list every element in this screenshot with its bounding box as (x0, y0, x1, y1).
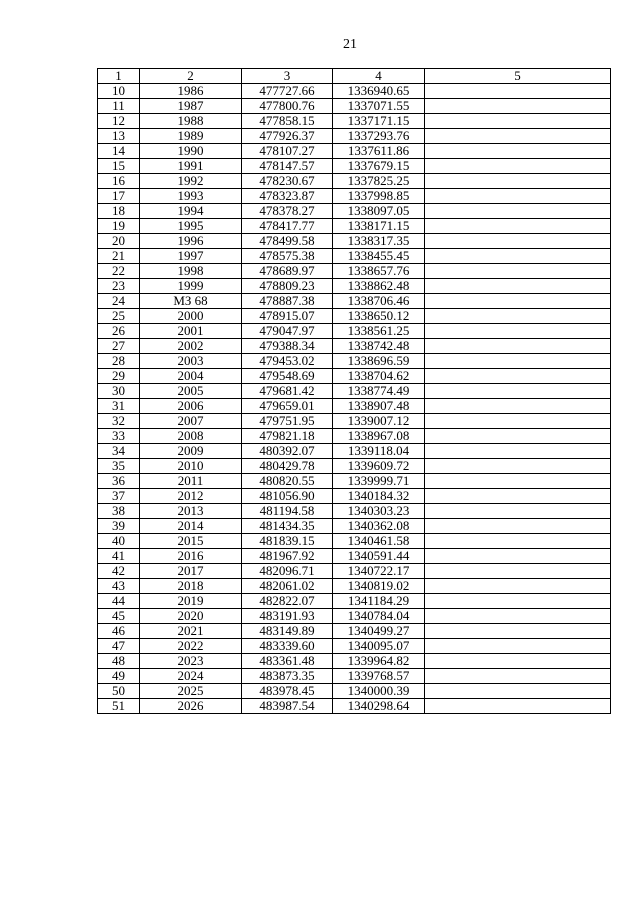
table-cell-col-3: 481434.35 (242, 519, 333, 534)
table-row (98, 129, 611, 144)
table-cell-col-2: 2011 (140, 474, 242, 489)
table-cell-col-2: 2009 (140, 444, 242, 459)
table-cell-col-5 (425, 264, 611, 279)
table-cell-col-2: 1992 (140, 174, 242, 189)
table-cell-col-1: 14 (98, 144, 140, 159)
table-cell-col-1: 44 (98, 594, 140, 609)
table-cell-col-2: 2004 (140, 369, 242, 384)
table-cell-col-5 (425, 384, 611, 399)
table-cell-col-2: 2005 (140, 384, 242, 399)
table-cell-col-5 (425, 99, 611, 114)
table-cell-col-1: 47 (98, 639, 140, 654)
table-row (98, 474, 611, 489)
table-cell-col-4: 1340303.23 (333, 504, 425, 519)
table-row (98, 429, 611, 444)
table-cell-col-5 (425, 519, 611, 534)
table-cell-col-3: 479659.01 (242, 399, 333, 414)
table-cell-col-3: 477858.15 (242, 114, 333, 129)
table-cell-col-1: 17 (98, 189, 140, 204)
table-cell-col-3: 481194.58 (242, 504, 333, 519)
table-cell-col-3: 479388.34 (242, 339, 333, 354)
table-cell-col-4: 1338097.05 (333, 204, 425, 219)
table-cell-col-2: 2014 (140, 519, 242, 534)
table-cell-col-2: МЗ 68 (140, 294, 242, 309)
table-row (98, 339, 611, 354)
table-cell-col-3: 478147.57 (242, 159, 333, 174)
table-cell-col-2: 2018 (140, 579, 242, 594)
table-cell-col-5 (425, 189, 611, 204)
table-cell-col-3: 479821.18 (242, 429, 333, 444)
table-cell-col-1: 20 (98, 234, 140, 249)
table-cell-col-4: 1340000.39 (333, 684, 425, 699)
table-row (98, 279, 611, 294)
table-cell-col-4: 1340819.02 (333, 579, 425, 594)
table-cell-col-2: 1994 (140, 204, 242, 219)
table-cell-col-1: 22 (98, 264, 140, 279)
table-cell-col-5 (425, 624, 611, 639)
table-cell-col-1: 35 (98, 459, 140, 474)
table-cell-col-4: 1338171.15 (333, 219, 425, 234)
table-cell-col-4: 1338696.59 (333, 354, 425, 369)
table-row (98, 234, 611, 249)
table-cell-col-1: 15 (98, 159, 140, 174)
table-cell-col-3: 479047.97 (242, 324, 333, 339)
table-cell-col-4: 1338650.12 (333, 309, 425, 324)
column-header-5: 5 (425, 69, 611, 84)
table-row (98, 639, 611, 654)
table-cell-col-1: 31 (98, 399, 140, 414)
table-cell-col-1: 46 (98, 624, 140, 639)
table-cell-col-5 (425, 579, 611, 594)
column-header-4: 4 (333, 69, 425, 84)
table-cell-col-1: 25 (98, 309, 140, 324)
table-cell-col-4: 1339999.71 (333, 474, 425, 489)
table-cell-col-4: 1338862.48 (333, 279, 425, 294)
table-cell-col-4: 1340184.32 (333, 489, 425, 504)
table-row (98, 384, 611, 399)
table-cell-col-3: 483339.60 (242, 639, 333, 654)
table-cell-col-4: 1337293.76 (333, 129, 425, 144)
table-row (98, 249, 611, 264)
table-cell-col-2: 2017 (140, 564, 242, 579)
table-row (98, 489, 611, 504)
table-cell-col-3: 483361.48 (242, 654, 333, 669)
table-cell-col-2: 2021 (140, 624, 242, 639)
table-cell-col-2: 2024 (140, 669, 242, 684)
table-cell-col-2: 1987 (140, 99, 242, 114)
table-cell-col-1: 41 (98, 549, 140, 564)
table-cell-col-2: 1991 (140, 159, 242, 174)
table-cell-col-5 (425, 549, 611, 564)
table-cell-col-4: 1337998.85 (333, 189, 425, 204)
table-cell-col-3: 481056.90 (242, 489, 333, 504)
table-cell-col-3: 478378.27 (242, 204, 333, 219)
table-cell-col-5 (425, 204, 611, 219)
table-row (98, 654, 611, 669)
table-row (98, 354, 611, 369)
table-cell-col-4: 1340722.17 (333, 564, 425, 579)
table-cell-col-1: 13 (98, 129, 140, 144)
column-header-3: 3 (242, 69, 333, 84)
table-cell-col-4: 1341184.29 (333, 594, 425, 609)
table-row (98, 144, 611, 159)
table-cell-col-5 (425, 654, 611, 669)
table-cell-col-5 (425, 159, 611, 174)
table-cell-col-2: 2008 (140, 429, 242, 444)
table-cell-col-4: 1339007.12 (333, 414, 425, 429)
table-cell-col-3: 483978.45 (242, 684, 333, 699)
table-cell-col-4: 1338742.48 (333, 339, 425, 354)
table-cell-col-4: 1337071.55 (333, 99, 425, 114)
table-row (98, 264, 611, 279)
table-cell-col-4: 1338317.35 (333, 234, 425, 249)
table-cell-col-1: 23 (98, 279, 140, 294)
table-cell-col-2: 1990 (140, 144, 242, 159)
table-cell-col-3: 483149.89 (242, 624, 333, 639)
table-cell-col-5 (425, 339, 611, 354)
table-row (98, 204, 611, 219)
table-row (98, 684, 611, 699)
table-cell-col-4: 1336940.65 (333, 84, 425, 99)
table-cell-col-5 (425, 309, 611, 324)
table-cell-col-3: 477800.76 (242, 99, 333, 114)
table-cell-col-5 (425, 594, 611, 609)
table-cell-col-5 (425, 684, 611, 699)
table-cell-col-5 (425, 399, 611, 414)
table-cell-col-5 (425, 144, 611, 159)
table-cell-col-4: 1340461.58 (333, 534, 425, 549)
table-cell-col-5 (425, 669, 611, 684)
table-cell-col-4: 1338706.46 (333, 294, 425, 309)
table-cell-col-3: 483873.35 (242, 669, 333, 684)
table-cell-col-1: 16 (98, 174, 140, 189)
table-cell-col-3: 478689.97 (242, 264, 333, 279)
table-cell-col-4: 1337611.86 (333, 144, 425, 159)
table-row (98, 519, 611, 534)
table-cell-col-1: 18 (98, 204, 140, 219)
table-cell-col-2: 2007 (140, 414, 242, 429)
table-cell-col-3: 479681.42 (242, 384, 333, 399)
table-cell-col-2: 2012 (140, 489, 242, 504)
table-row (98, 324, 611, 339)
table-cell-col-3: 482096.71 (242, 564, 333, 579)
table-cell-col-3: 478417.77 (242, 219, 333, 234)
table-cell-col-5 (425, 489, 611, 504)
table-row (98, 174, 611, 189)
table-cell-col-4: 1339609.72 (333, 459, 425, 474)
table-body (98, 84, 611, 714)
table-cell-col-1: 38 (98, 504, 140, 519)
table-cell-col-3: 480392.07 (242, 444, 333, 459)
table-cell-col-4: 1338967.08 (333, 429, 425, 444)
table-cell-col-4: 1340591.44 (333, 549, 425, 564)
table-cell-col-4: 1338907.48 (333, 399, 425, 414)
table-cell-col-5 (425, 114, 611, 129)
table-cell-col-3: 479453.02 (242, 354, 333, 369)
table-cell-col-1: 49 (98, 669, 140, 684)
table-cell-col-3: 481839.15 (242, 534, 333, 549)
table-cell-col-2: 2023 (140, 654, 242, 669)
table-cell-col-5 (425, 639, 611, 654)
table-cell-col-5 (425, 609, 611, 624)
table-cell-col-3: 478230.67 (242, 174, 333, 189)
table-row (98, 444, 611, 459)
table-cell-col-5 (425, 174, 611, 189)
table-cell-col-5 (425, 564, 611, 579)
table-cell-col-5 (425, 369, 611, 384)
table-cell-col-2: 2010 (140, 459, 242, 474)
table-row (98, 564, 611, 579)
table-cell-col-4: 1340784.04 (333, 609, 425, 624)
table-cell-col-3: 478499.58 (242, 234, 333, 249)
table-cell-col-5 (425, 699, 611, 714)
table-row (98, 159, 611, 174)
table-cell-col-2: 1986 (140, 84, 242, 99)
table-cell-col-3: 478575.38 (242, 249, 333, 264)
table-cell-col-5 (425, 324, 611, 339)
table-row (98, 609, 611, 624)
table-cell-col-2: 2019 (140, 594, 242, 609)
table-cell-col-3: 482061.02 (242, 579, 333, 594)
table-row (98, 534, 611, 549)
table-row (98, 219, 611, 234)
table-cell-col-5 (425, 414, 611, 429)
table-cell-col-1: 33 (98, 429, 140, 444)
table-row (98, 84, 611, 99)
table-cell-col-4: 1337825.25 (333, 174, 425, 189)
table-cell-col-5 (425, 474, 611, 489)
table-cell-col-2: 2026 (140, 699, 242, 714)
table-cell-col-1: 36 (98, 474, 140, 489)
table-cell-col-4: 1338455.45 (333, 249, 425, 264)
table-cell-col-1: 12 (98, 114, 140, 129)
table-cell-col-4: 1339768.57 (333, 669, 425, 684)
table-cell-col-3: 480429.78 (242, 459, 333, 474)
table-cell-col-5 (425, 219, 611, 234)
table-cell-col-1: 51 (98, 699, 140, 714)
table-cell-col-3: 478107.27 (242, 144, 333, 159)
coordinates-table (97, 68, 611, 714)
table-row (98, 294, 611, 309)
table-cell-col-5 (425, 444, 611, 459)
table-row (98, 414, 611, 429)
column-header-1: 1 (98, 69, 140, 84)
table-cell-col-2: 2015 (140, 534, 242, 549)
table-cell-col-2: 1997 (140, 249, 242, 264)
table-cell-col-5 (425, 84, 611, 99)
table-cell-col-1: 28 (98, 354, 140, 369)
table-cell-col-5 (425, 354, 611, 369)
table-cell-col-2: 2013 (140, 504, 242, 519)
table-cell-col-4: 1339964.82 (333, 654, 425, 669)
table-cell-col-1: 34 (98, 444, 140, 459)
table-cell-col-1: 50 (98, 684, 140, 699)
table-cell-col-4: 1337171.15 (333, 114, 425, 129)
table-cell-col-3: 483987.54 (242, 699, 333, 714)
table-row (98, 99, 611, 114)
table-cell-col-5 (425, 534, 611, 549)
table-cell-col-5 (425, 129, 611, 144)
table-cell-col-3: 479548.69 (242, 369, 333, 384)
table-cell-col-1: 19 (98, 219, 140, 234)
table-cell-col-2: 2003 (140, 354, 242, 369)
table-row (98, 594, 611, 609)
table-cell-col-1: 40 (98, 534, 140, 549)
table-cell-col-3: 477727.66 (242, 84, 333, 99)
table-cell-col-1: 11 (98, 99, 140, 114)
table-cell-col-5 (425, 294, 611, 309)
table-cell-col-5 (425, 279, 611, 294)
table-cell-col-2: 2002 (140, 339, 242, 354)
table-cell-col-2: 2025 (140, 684, 242, 699)
table-row (98, 309, 611, 324)
table-cell-col-2: 1995 (140, 219, 242, 234)
table-row (98, 114, 611, 129)
table-cell-col-5 (425, 504, 611, 519)
table-cell-col-1: 30 (98, 384, 140, 399)
table-row (98, 399, 611, 414)
table-cell-col-5 (425, 234, 611, 249)
table-cell-col-3: 478915.07 (242, 309, 333, 324)
table-cell-col-3: 478809.23 (242, 279, 333, 294)
table-cell-col-5 (425, 429, 611, 444)
table-cell-col-4: 1338704.62 (333, 369, 425, 384)
table-row (98, 699, 611, 714)
table-cell-col-4: 1340095.07 (333, 639, 425, 654)
table-cell-col-1: 48 (98, 654, 140, 669)
page-number: 21 (343, 37, 357, 52)
table-cell-col-1: 39 (98, 519, 140, 534)
table-cell-col-3: 481967.92 (242, 549, 333, 564)
table-cell-col-2: 1988 (140, 114, 242, 129)
table-cell-col-2: 1989 (140, 129, 242, 144)
table-row (98, 189, 611, 204)
table-cell-col-1: 37 (98, 489, 140, 504)
table-cell-col-4: 1337679.15 (333, 159, 425, 174)
table-row (98, 369, 611, 384)
column-header-2: 2 (140, 69, 242, 84)
table-row (98, 624, 611, 639)
table-cell-col-1: 10 (98, 84, 140, 99)
table-cell-col-2: 2022 (140, 639, 242, 654)
table-cell-col-4: 1340362.08 (333, 519, 425, 534)
table-cell-col-1: 26 (98, 324, 140, 339)
table-cell-col-2: 1999 (140, 279, 242, 294)
table-cell-col-3: 480820.55 (242, 474, 333, 489)
table-cell-col-3: 482822.07 (242, 594, 333, 609)
table-cell-col-2: 2016 (140, 549, 242, 564)
table-cell-col-5 (425, 459, 611, 474)
table-cell-col-3: 477926.37 (242, 129, 333, 144)
table-cell-col-4: 1340499.27 (333, 624, 425, 639)
table-cell-col-2: 1996 (140, 234, 242, 249)
table-cell-col-2: 1998 (140, 264, 242, 279)
table-cell-col-4: 1339118.04 (333, 444, 425, 459)
table-cell-col-1: 32 (98, 414, 140, 429)
table-cell-col-1: 24 (98, 294, 140, 309)
table-cell-col-4: 1340298.64 (333, 699, 425, 714)
table-cell-col-4: 1338657.76 (333, 264, 425, 279)
table-row (98, 669, 611, 684)
table-cell-col-1: 29 (98, 369, 140, 384)
table-cell-col-2: 2020 (140, 609, 242, 624)
table-cell-col-4: 1338561.25 (333, 324, 425, 339)
table-cell-col-2: 2001 (140, 324, 242, 339)
table-cell-col-1: 27 (98, 339, 140, 354)
table-row (98, 549, 611, 564)
table-cell-col-1: 45 (98, 609, 140, 624)
table-cell-col-3: 478887.38 (242, 294, 333, 309)
table-row (98, 579, 611, 594)
table-cell-col-1: 43 (98, 579, 140, 594)
table-header-row (98, 69, 611, 84)
table-cell-col-3: 483191.93 (242, 609, 333, 624)
table-cell-col-5 (425, 249, 611, 264)
table-cell-col-3: 479751.95 (242, 414, 333, 429)
table-cell-col-4: 1338774.49 (333, 384, 425, 399)
table-cell-col-2: 2000 (140, 309, 242, 324)
table-row (98, 459, 611, 474)
table-row (98, 504, 611, 519)
table-cell-col-1: 42 (98, 564, 140, 579)
table-cell-col-2: 2006 (140, 399, 242, 414)
table-cell-col-3: 478323.87 (242, 189, 333, 204)
table-cell-col-2: 1993 (140, 189, 242, 204)
table-cell-col-1: 21 (98, 249, 140, 264)
